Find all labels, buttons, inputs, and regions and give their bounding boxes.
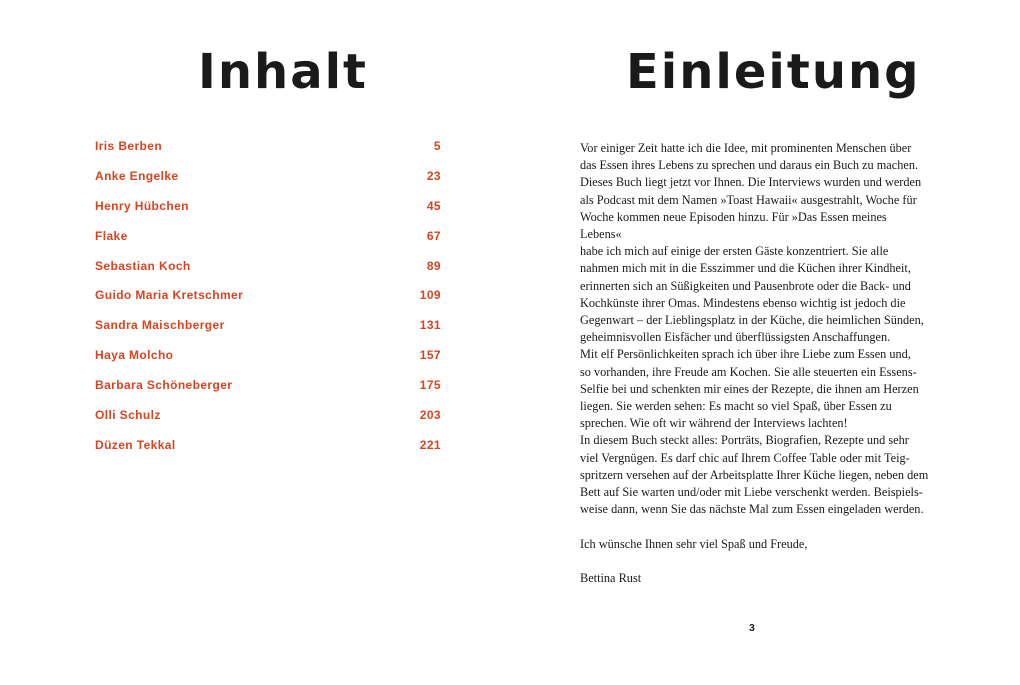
toc-entry-page: 67 [426, 228, 441, 243]
intro-heading: Einleitung [626, 44, 921, 100]
toc-entry-name: Guido Maria Kretschmer [95, 288, 244, 303]
intro-body [580, 140, 930, 587]
signature: Bettina Rust [580, 571, 642, 586]
closing-line: Ich wünsche Ihnen sehr viel Spaß und Freude, [580, 536, 808, 551]
toc-entry [95, 259, 441, 289]
toc-entry-name: Flake [95, 228, 128, 243]
toc-entry [95, 438, 441, 468]
toc-entry [95, 348, 441, 378]
text-line: Selfie bei und schenkten mir eines der Rezepte, die ihnen am Herzen [580, 381, 919, 396]
text-line: geheimnisvollen Eisfächer und überflüssigsten Anschaffungen. [580, 330, 891, 345]
toc-entry [95, 199, 441, 229]
text-line: als Podcast mit dem Namen »Toast Hawaii« ausgestrahlt, Woche für [580, 192, 917, 207]
toc-entry-name: Olli Schulz [95, 408, 161, 423]
text-line: Bett auf Sie warten und/oder mit Liebe verschenkt werden. Beispiels- [580, 485, 923, 500]
toc-entry-name: Iris Berben [95, 139, 163, 153]
text-line: Mit elf Persönlichkeiten sprach ich über ihre Liebe zum Essen und, [580, 347, 911, 362]
toc-entry-page: 157 [419, 348, 441, 363]
toc-entry-page: 23 [426, 168, 441, 183]
toc-entry-page: 5 [433, 139, 441, 153]
toc-entry-page: 131 [419, 318, 441, 333]
toc-entry [95, 229, 441, 259]
text-line: Dieses Buch liegt jetzt vor Ihnen. Die Interviews wurden und werden [580, 175, 922, 190]
text-line: Vor einiger Zeit hatte ich die Idee, mit prominenten Menschen über [580, 141, 912, 155]
text-line: liegen. Sie werden sehen: Es macht so viel Spaß, über Essen zu [580, 399, 892, 414]
text-line: das Essen ihres Lebens zu sprechen und daraus ein Buch zu machen. [580, 158, 919, 173]
text-line: Woche kommen neue Episoden hinzu. Für »Das Essen meines Lebens« [580, 209, 887, 242]
toc-entry-page: 175 [419, 378, 441, 393]
toc-entry [95, 288, 441, 318]
text-line: weise dann, wenn Sie das nächste Mal zum Essen eingeladen werden. [580, 502, 924, 517]
paragraph-gap [580, 518, 930, 535]
text-line: In diesem Buch steckt alles: Porträts, Biografien, Rezepte und sehr [580, 433, 909, 448]
toc-heading: Inhalt [198, 44, 368, 100]
table-of-contents [95, 139, 441, 468]
toc-entry [95, 318, 441, 348]
text-line: so vorhanden, ihre Freude am Kochen. Sie alle steuerten ein Essens- [580, 364, 917, 379]
toc-entry-page: 45 [426, 198, 441, 213]
right-page [510, 0, 1020, 685]
page-number: 3 [749, 622, 755, 634]
toc-entry-name: Anke Engelke [95, 168, 179, 183]
text-line: viel Vergnügen. Es darf chic auf Ihrem Coffee Table oder mit Teig- [580, 450, 910, 465]
toc-entry-page: 109 [419, 288, 441, 303]
text-line: Gegenwart – der Lieblingsplatz in der Küche, die heimlichen Sünden, [580, 313, 924, 328]
text-line: sprechen. Wie oft wir während der Interviews lachten! [580, 416, 848, 431]
toc-entry-name: Sandra Maischberger [95, 318, 225, 333]
toc-entry-name: Henry Hübchen [95, 198, 189, 213]
toc-entry [95, 169, 441, 199]
text-line: nahmen mich mit in die Esszimmer und die Küchen ihrer Kindheit, [580, 261, 911, 276]
text-line: Kochkünste ihrer Omas. Mindestens ebenso wichtig ist jedoch die [580, 295, 906, 310]
paragraph-gap [580, 553, 930, 570]
toc-entry-name: Barbara Schöneberger [95, 378, 233, 393]
toc-entry-page: 89 [426, 258, 441, 273]
toc-entry-page: 203 [419, 408, 441, 423]
text-line: erinnerten sich an Süßigkeiten und Pausenbrote oder die Back- und [580, 278, 911, 293]
toc-entry [95, 408, 441, 438]
toc-entry-name: Düzen Tekkal [95, 437, 176, 452]
toc-entry [95, 139, 441, 169]
toc-entry-name: Haya Molcho [95, 348, 174, 363]
toc-entry-page: 221 [419, 437, 441, 452]
toc-entry-name: Sebastian Koch [95, 258, 191, 273]
text-line: spritzern versehen auf der Arbeitsplatte Ihrer Küche liegen, neben dem [580, 467, 929, 482]
text-line: habe ich mich auf einige der ersten Gäste konzentriert. Sie alle [580, 244, 889, 259]
toc-entry [95, 378, 441, 408]
